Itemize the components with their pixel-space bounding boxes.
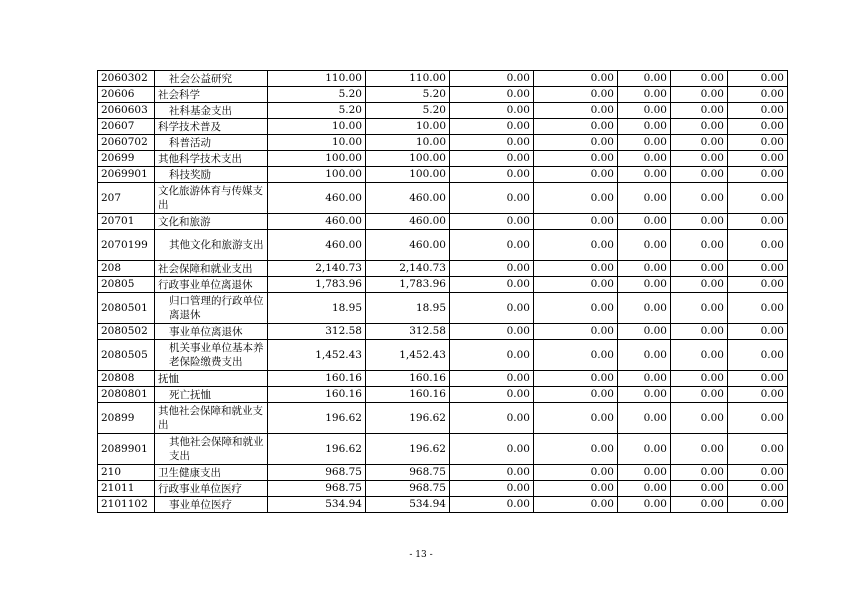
amount-cell: 0.00: [534, 87, 618, 103]
amount-cell: 0.00: [728, 481, 788, 497]
table-row: [98, 167, 788, 183]
subject-name-cell: 科普活动: [155, 135, 268, 151]
amount-cell: 0.00: [671, 183, 728, 214]
amount-cell: 196.62: [366, 434, 450, 465]
amount-cell: 0.00: [728, 103, 788, 119]
subject-name-cell: 行政事业单位离退休: [155, 277, 268, 293]
subject-code-cell: 20699: [98, 151, 155, 167]
amount-cell: 5.20: [268, 103, 366, 119]
amount-cell: 0.00: [450, 151, 534, 167]
table-row: [98, 277, 788, 293]
amount-cell: 0.00: [671, 151, 728, 167]
amount-cell: 160.16: [366, 371, 450, 387]
amount-cell: 0.00: [534, 340, 618, 371]
amount-cell: 0.00: [534, 261, 618, 277]
subject-name-cell: 文化和旅游: [155, 214, 268, 230]
amount-cell: 0.00: [618, 103, 671, 119]
amount-cell: 0.00: [450, 103, 534, 119]
table-row: [98, 119, 788, 135]
amount-cell: 0.00: [728, 87, 788, 103]
amount-cell: 0.00: [671, 324, 728, 340]
amount-cell: 0.00: [728, 261, 788, 277]
amount-cell: 968.75: [268, 465, 366, 481]
amount-cell: 0.00: [728, 324, 788, 340]
amount-cell: 0.00: [671, 103, 728, 119]
amount-cell: 0.00: [671, 230, 728, 261]
subject-code-cell: 2069901: [98, 167, 155, 183]
amount-cell: 0.00: [534, 277, 618, 293]
amount-cell: 0.00: [450, 293, 534, 324]
amount-cell: 2,140.73: [268, 261, 366, 277]
table-row: [98, 71, 788, 87]
amount-cell: 0.00: [728, 371, 788, 387]
amount-cell: 0.00: [728, 497, 788, 513]
amount-cell: 18.95: [366, 293, 450, 324]
subject-name-cell: 其他社会保障和就业支出: [155, 403, 268, 434]
amount-cell: 0.00: [450, 230, 534, 261]
amount-cell: 0.00: [618, 167, 671, 183]
amount-cell: 0.00: [534, 403, 618, 434]
amount-cell: 100.00: [366, 167, 450, 183]
subject-code-cell: 20899: [98, 403, 155, 434]
amount-cell: 0.00: [534, 434, 618, 465]
subject-code-cell: 2070199: [98, 230, 155, 261]
amount-cell: 1,783.96: [268, 277, 366, 293]
table-row: [98, 481, 788, 497]
table-row: [98, 183, 788, 214]
amount-cell: 0.00: [534, 293, 618, 324]
table-row: [98, 135, 788, 151]
amount-cell: 0.00: [534, 151, 618, 167]
subject-code-cell: 2080502: [98, 324, 155, 340]
subject-code-cell: 20805: [98, 277, 155, 293]
amount-cell: 0.00: [450, 387, 534, 403]
subject-code-cell: 20606: [98, 87, 155, 103]
amount-cell: 534.94: [268, 497, 366, 513]
amount-cell: 460.00: [268, 214, 366, 230]
amount-cell: 0.00: [728, 183, 788, 214]
amount-cell: 0.00: [618, 371, 671, 387]
table-row: [98, 151, 788, 167]
amount-cell: 0.00: [671, 135, 728, 151]
amount-cell: 460.00: [268, 230, 366, 261]
amount-cell: 0.00: [618, 71, 671, 87]
amount-cell: 1,783.96: [366, 277, 450, 293]
table-row: [98, 403, 788, 434]
amount-cell: 968.75: [366, 465, 450, 481]
amount-cell: 0.00: [671, 434, 728, 465]
subject-code-cell: 2080505: [98, 340, 155, 371]
amount-cell: 0.00: [534, 387, 618, 403]
amount-cell: 0.00: [618, 135, 671, 151]
subject-code-cell: 21011: [98, 481, 155, 497]
subject-name-cell: 其他社会保障和就业支出: [155, 434, 268, 465]
amount-cell: 0.00: [534, 324, 618, 340]
amount-cell: 0.00: [450, 167, 534, 183]
amount-cell: 0.00: [671, 119, 728, 135]
amount-cell: 0.00: [618, 293, 671, 324]
amount-cell: 0.00: [671, 465, 728, 481]
subject-code-cell: 20701: [98, 214, 155, 230]
subject-name-cell: 其他文化和旅游支出: [155, 230, 268, 261]
subject-name-cell: 文化旅游体育与传媒支出: [155, 183, 268, 214]
amount-cell: 0.00: [534, 135, 618, 151]
subject-name-cell: 机关事业单位基本养老保险缴费支出: [155, 340, 268, 371]
amount-cell: 0.00: [618, 387, 671, 403]
amount-cell: 0.00: [618, 434, 671, 465]
amount-cell: 460.00: [268, 183, 366, 214]
amount-cell: 0.00: [534, 167, 618, 183]
amount-cell: 160.16: [268, 371, 366, 387]
amount-cell: 10.00: [268, 135, 366, 151]
amount-cell: 534.94: [366, 497, 450, 513]
amount-cell: 5.20: [366, 87, 450, 103]
amount-cell: 0.00: [534, 214, 618, 230]
subject-name-cell: 科技奖励: [155, 167, 268, 183]
amount-cell: 968.75: [268, 481, 366, 497]
subject-code-cell: 20808: [98, 371, 155, 387]
amount-cell: 0.00: [671, 71, 728, 87]
amount-cell: 0.00: [618, 230, 671, 261]
amount-cell: 0.00: [671, 214, 728, 230]
amount-cell: 968.75: [366, 481, 450, 497]
amount-cell: 0.00: [450, 481, 534, 497]
amount-cell: 10.00: [366, 135, 450, 151]
amount-cell: 0.00: [728, 135, 788, 151]
amount-cell: 0.00: [450, 214, 534, 230]
table-row: [98, 87, 788, 103]
amount-cell: 160.16: [366, 387, 450, 403]
amount-cell: 110.00: [366, 71, 450, 87]
subject-code-cell: 210: [98, 465, 155, 481]
amount-cell: 0.00: [671, 497, 728, 513]
table-row: [98, 214, 788, 230]
amount-cell: 0.00: [671, 261, 728, 277]
amount-cell: 0.00: [618, 465, 671, 481]
subject-name-cell: 社会公益研究: [155, 71, 268, 87]
amount-cell: 0.00: [671, 371, 728, 387]
amount-cell: 0.00: [618, 151, 671, 167]
subject-name-cell: 归口管理的行政单位离退休: [155, 293, 268, 324]
amount-cell: 0.00: [534, 497, 618, 513]
amount-cell: 100.00: [268, 167, 366, 183]
amount-cell: 160.16: [268, 387, 366, 403]
amount-cell: 0.00: [728, 293, 788, 324]
amount-cell: 0.00: [671, 340, 728, 371]
amount-cell: 0.00: [618, 277, 671, 293]
amount-cell: 0.00: [450, 434, 534, 465]
amount-cell: 0.00: [450, 183, 534, 214]
amount-cell: 1,452.43: [268, 340, 366, 371]
subject-code-cell: 2060603: [98, 103, 155, 119]
amount-cell: 0.00: [671, 167, 728, 183]
amount-cell: 0.00: [728, 387, 788, 403]
amount-cell: 0.00: [728, 403, 788, 434]
amount-cell: 0.00: [450, 119, 534, 135]
table-row: [98, 387, 788, 403]
subject-code-cell: 208: [98, 261, 155, 277]
amount-cell: 1,452.43: [366, 340, 450, 371]
amount-cell: 5.20: [366, 103, 450, 119]
amount-cell: 0.00: [534, 103, 618, 119]
amount-cell: 0.00: [450, 261, 534, 277]
amount-cell: 0.00: [671, 481, 728, 497]
amount-cell: 5.20: [268, 87, 366, 103]
amount-cell: 0.00: [534, 230, 618, 261]
amount-cell: 460.00: [366, 214, 450, 230]
amount-cell: 0.00: [618, 261, 671, 277]
subject-code-cell: 2101102: [98, 497, 155, 513]
amount-cell: 0.00: [618, 87, 671, 103]
amount-cell: 0.00: [450, 324, 534, 340]
subject-name-cell: 其他科学技术支出: [155, 151, 268, 167]
subject-name-cell: 社科基金支出: [155, 103, 268, 119]
table-row: [98, 324, 788, 340]
subject-name-cell: 卫生健康支出: [155, 465, 268, 481]
amount-cell: 0.00: [671, 293, 728, 324]
amount-cell: 10.00: [366, 119, 450, 135]
amount-cell: 0.00: [534, 481, 618, 497]
amount-cell: 0.00: [671, 87, 728, 103]
amount-cell: 18.95: [268, 293, 366, 324]
amount-cell: 0.00: [728, 119, 788, 135]
table-body: [98, 71, 788, 513]
amount-cell: 0.00: [728, 71, 788, 87]
subject-code-cell: 2089901: [98, 434, 155, 465]
subject-code-cell: 2060302: [98, 71, 155, 87]
amount-cell: 2,140.73: [366, 261, 450, 277]
table-row: [98, 497, 788, 513]
amount-cell: 0.00: [618, 183, 671, 214]
amount-cell: 0.00: [450, 71, 534, 87]
amount-cell: 0.00: [728, 230, 788, 261]
amount-cell: 0.00: [618, 497, 671, 513]
subject-name-cell: 社会保障和就业支出: [155, 261, 268, 277]
table-row: [98, 465, 788, 481]
amount-cell: 0.00: [728, 151, 788, 167]
amount-cell: 312.58: [366, 324, 450, 340]
subject-name-cell: 抚恤: [155, 371, 268, 387]
subject-code-cell: 2060702: [98, 135, 155, 151]
amount-cell: 196.62: [268, 434, 366, 465]
amount-cell: 460.00: [366, 183, 450, 214]
amount-cell: 0.00: [728, 214, 788, 230]
amount-cell: 0.00: [728, 465, 788, 481]
amount-cell: 0.00: [450, 371, 534, 387]
subject-code-cell: 2080801: [98, 387, 155, 403]
subject-code-cell: 20607: [98, 119, 155, 135]
amount-cell: 0.00: [618, 403, 671, 434]
table-row: [98, 371, 788, 387]
amount-cell: 0.00: [450, 340, 534, 371]
amount-cell: 0.00: [534, 465, 618, 481]
amount-cell: 0.00: [450, 87, 534, 103]
amount-cell: 0.00: [671, 403, 728, 434]
amount-cell: 0.00: [618, 119, 671, 135]
table-row: [98, 103, 788, 119]
subject-name-cell: 行政事业单位医疗: [155, 481, 268, 497]
subject-name-cell: 事业单位离退休: [155, 324, 268, 340]
amount-cell: 100.00: [366, 151, 450, 167]
amount-cell: 0.00: [728, 434, 788, 465]
amount-cell: 0.00: [728, 167, 788, 183]
table-row: [98, 434, 788, 465]
subject-name-cell: 事业单位医疗: [155, 497, 268, 513]
budget-table: [97, 70, 788, 513]
amount-cell: 0.00: [534, 71, 618, 87]
amount-cell: 0.00: [450, 403, 534, 434]
subject-name-cell: 科学技术普及: [155, 119, 268, 135]
amount-cell: 0.00: [534, 371, 618, 387]
amount-cell: 312.58: [268, 324, 366, 340]
amount-cell: 0.00: [450, 135, 534, 151]
table-row: [98, 261, 788, 277]
amount-cell: 0.00: [450, 497, 534, 513]
amount-cell: 0.00: [671, 277, 728, 293]
amount-cell: 196.62: [366, 403, 450, 434]
amount-cell: 0.00: [728, 340, 788, 371]
table-row: [98, 230, 788, 261]
amount-cell: 0.00: [534, 119, 618, 135]
amount-cell: 0.00: [618, 340, 671, 371]
amount-cell: 0.00: [618, 324, 671, 340]
amount-cell: 110.00: [268, 71, 366, 87]
amount-cell: 0.00: [534, 183, 618, 214]
amount-cell: 100.00: [268, 151, 366, 167]
amount-cell: 196.62: [268, 403, 366, 434]
subject-name-cell: 社会科学: [155, 87, 268, 103]
page-number: - 13 -: [409, 550, 433, 560]
amount-cell: 0.00: [728, 277, 788, 293]
subject-name-cell: 死亡抚恤: [155, 387, 268, 403]
amount-cell: 0.00: [618, 214, 671, 230]
subject-code-cell: 2080501: [98, 293, 155, 324]
amount-cell: 0.00: [671, 387, 728, 403]
subject-code-cell: 207: [98, 183, 155, 214]
amount-cell: 0.00: [450, 277, 534, 293]
amount-cell: 0.00: [450, 465, 534, 481]
amount-cell: 10.00: [268, 119, 366, 135]
table-row: [98, 293, 788, 324]
amount-cell: 0.00: [618, 481, 671, 497]
table-row: [98, 340, 788, 371]
amount-cell: 460.00: [366, 230, 450, 261]
